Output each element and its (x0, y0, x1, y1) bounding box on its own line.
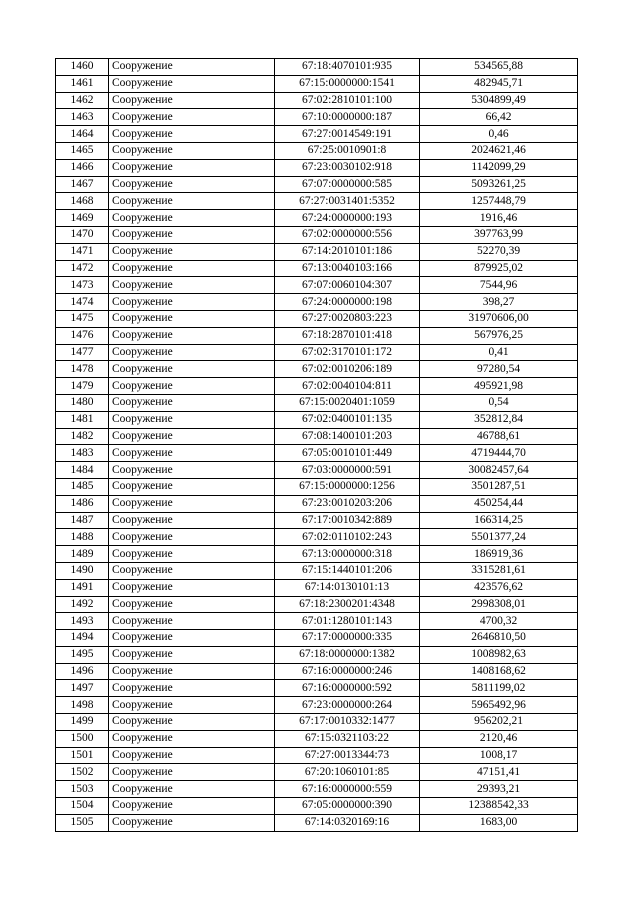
cadastral-value-cell: 186919,36 (420, 546, 578, 563)
row-number-cell: 1471 (56, 243, 109, 260)
cadastral-value-cell: 1142099,29 (420, 159, 578, 176)
cadastral-value-cell: 47151,41 (420, 764, 578, 781)
row-number-cell: 1467 (56, 176, 109, 193)
row-number-cell: 1501 (56, 747, 109, 764)
row-number-cell: 1482 (56, 428, 109, 445)
table-row (56, 680, 578, 697)
object-type-cell: Сооружение (109, 75, 275, 92)
object-type-cell: Сооружение (109, 630, 275, 647)
object-type-cell: Сооружение (109, 613, 275, 630)
object-type-cell: Сооружение (109, 680, 275, 697)
cadastral-value-cell: 567976,25 (420, 327, 578, 344)
table-row (56, 294, 578, 311)
table-row (56, 361, 578, 378)
row-number-cell: 1490 (56, 562, 109, 579)
row-number-cell: 1488 (56, 529, 109, 546)
row-number-cell: 1500 (56, 730, 109, 747)
table-row (56, 159, 578, 176)
cadastral-number-cell: 67:23:0010203:206 (275, 495, 420, 512)
table-row (56, 327, 578, 344)
cadastral-value-cell: 495921,98 (420, 378, 578, 395)
row-number-cell: 1462 (56, 92, 109, 109)
table-row (56, 714, 578, 731)
cadastral-value-cell: 1916,46 (420, 210, 578, 227)
cadastral-value-cell: 166314,25 (420, 512, 578, 529)
row-number-cell: 1460 (56, 59, 109, 76)
table-row (56, 512, 578, 529)
table-row (56, 260, 578, 277)
cadastral-value-cell: 0,41 (420, 344, 578, 361)
cadastral-value-cell: 29393,21 (420, 781, 578, 798)
table-row (56, 781, 578, 798)
object-type-cell: Сооружение (109, 747, 275, 764)
cadastral-number-cell: 67:17:0010342:889 (275, 512, 420, 529)
cadastral-number-cell: 67:20:1060101:85 (275, 764, 420, 781)
cadastral-value-cell: 4719444,70 (420, 445, 578, 462)
cadastral-number-cell: 67:14:0130101:13 (275, 579, 420, 596)
row-number-cell: 1496 (56, 663, 109, 680)
cadastral-number-cell: 67:02:2810101:100 (275, 92, 420, 109)
object-type-cell: Сооружение (109, 546, 275, 563)
table-row (56, 529, 578, 546)
row-number-cell: 1470 (56, 226, 109, 243)
cadastral-number-cell: 67:18:4070101:935 (275, 59, 420, 76)
row-number-cell: 1503 (56, 781, 109, 798)
object-type-cell: Сооружение (109, 730, 275, 747)
table-row (56, 310, 578, 327)
object-type-cell: Сооружение (109, 495, 275, 512)
cadastral-value-cell: 0,46 (420, 126, 578, 143)
table-row (56, 579, 578, 596)
table-row (56, 546, 578, 563)
object-type-cell: Сооружение (109, 579, 275, 596)
cadastral-number-cell: 67:27:0020803:223 (275, 310, 420, 327)
cadastral-value-cell: 482945,71 (420, 75, 578, 92)
cadastral-value-cell: 1008982,63 (420, 646, 578, 663)
cadastral-value-cell: 3501287,51 (420, 478, 578, 495)
object-type-cell: Сооружение (109, 697, 275, 714)
object-type-cell: Сооружение (109, 260, 275, 277)
row-number-cell: 1504 (56, 798, 109, 815)
cadastral-value-cell: 450254,44 (420, 495, 578, 512)
cadastral-number-cell: 67:03:0000000:591 (275, 462, 420, 479)
cadastral-value-cell: 30082457,64 (420, 462, 578, 479)
cadastral-value-cell: 352812,84 (420, 411, 578, 428)
cadastral-value-cell: 4700,32 (420, 613, 578, 630)
cadastral-number-cell: 67:16:0000000:246 (275, 663, 420, 680)
cadastral-value-cell: 2998308,01 (420, 596, 578, 613)
cadastral-number-cell: 67:25:0010901:8 (275, 142, 420, 159)
cadastral-number-cell: 67:16:0000000:592 (275, 680, 420, 697)
object-type-cell: Сооружение (109, 478, 275, 495)
cadastral-number-cell: 67:01:1280101:143 (275, 613, 420, 630)
row-number-cell: 1502 (56, 764, 109, 781)
row-number-cell: 1473 (56, 277, 109, 294)
cadastral-value-cell: 1683,00 (420, 814, 578, 831)
object-type-cell: Сооружение (109, 59, 275, 76)
cadastral-number-cell: 67:27:0014549:191 (275, 126, 420, 143)
table-row (56, 495, 578, 512)
row-number-cell: 1472 (56, 260, 109, 277)
cadastral-value-cell: 956202,21 (420, 714, 578, 731)
cadastral-number-cell: 67:17:0000000:335 (275, 630, 420, 647)
table-row (56, 344, 578, 361)
cadastral-number-cell: 67:02:3170101:172 (275, 344, 420, 361)
object-type-cell: Сооружение (109, 378, 275, 395)
object-type-cell: Сооружение (109, 428, 275, 445)
table-row (56, 428, 578, 445)
object-type-cell: Сооружение (109, 562, 275, 579)
cadastral-value-cell: 46788,61 (420, 428, 578, 445)
table-row (56, 462, 578, 479)
object-type-cell: Сооружение (109, 529, 275, 546)
object-type-cell: Сооружение (109, 193, 275, 210)
object-type-cell: Сооружение (109, 814, 275, 831)
row-number-cell: 1477 (56, 344, 109, 361)
object-type-cell: Сооружение (109, 462, 275, 479)
cadastral-number-cell: 67:02:0110102:243 (275, 529, 420, 546)
table-row (56, 394, 578, 411)
cadastral-value-cell: 0,54 (420, 394, 578, 411)
object-type-cell: Сооружение (109, 126, 275, 143)
table-row (56, 378, 578, 395)
table-row (56, 613, 578, 630)
cadastral-value-cell: 12388542,33 (420, 798, 578, 815)
table-row (56, 730, 578, 747)
object-type-cell: Сооружение (109, 277, 275, 294)
cadastral-number-cell: 67:15:0020401:1059 (275, 394, 420, 411)
table-row (56, 92, 578, 109)
object-type-cell: Сооружение (109, 764, 275, 781)
table-row (56, 697, 578, 714)
row-number-cell: 1478 (56, 361, 109, 378)
cadastral-number-cell: 67:05:0010101:449 (275, 445, 420, 462)
cadastral-number-cell: 67:02:0010206:189 (275, 361, 420, 378)
cadastral-value-cell: 398,27 (420, 294, 578, 311)
cadastral-number-cell: 67:14:2010101:186 (275, 243, 420, 260)
object-type-cell: Сооружение (109, 226, 275, 243)
row-number-cell: 1480 (56, 394, 109, 411)
object-type-cell: Сооружение (109, 327, 275, 344)
object-type-cell: Сооружение (109, 176, 275, 193)
cadastral-number-cell: 67:07:0000000:585 (275, 176, 420, 193)
row-number-cell: 1479 (56, 378, 109, 395)
object-type-cell: Сооружение (109, 361, 275, 378)
row-number-cell: 1461 (56, 75, 109, 92)
registry-table-body (56, 59, 578, 832)
row-number-cell: 1491 (56, 579, 109, 596)
registry-table (55, 58, 578, 832)
cadastral-number-cell: 67:02:0040104:811 (275, 378, 420, 395)
table-row (56, 747, 578, 764)
table-row (56, 59, 578, 76)
cadastral-number-cell: 67:13:0000000:318 (275, 546, 420, 563)
cadastral-number-cell: 67:18:2870101:418 (275, 327, 420, 344)
cadastral-value-cell: 3315281,61 (420, 562, 578, 579)
table-row (56, 75, 578, 92)
cadastral-number-cell: 67:15:0000000:1256 (275, 478, 420, 495)
cadastral-value-cell: 534565,88 (420, 59, 578, 76)
row-number-cell: 1465 (56, 142, 109, 159)
cadastral-value-cell: 1408168,62 (420, 663, 578, 680)
table-row (56, 277, 578, 294)
row-number-cell: 1483 (56, 445, 109, 462)
row-number-cell: 1474 (56, 294, 109, 311)
object-type-cell: Сооружение (109, 394, 275, 411)
row-number-cell: 1485 (56, 478, 109, 495)
cadastral-number-cell: 67:10:0000000:187 (275, 109, 420, 126)
object-type-cell: Сооружение (109, 411, 275, 428)
cadastral-value-cell: 1008,17 (420, 747, 578, 764)
object-type-cell: Сооружение (109, 445, 275, 462)
table-row (56, 176, 578, 193)
cadastral-number-cell: 67:05:0000000:390 (275, 798, 420, 815)
object-type-cell: Сооружение (109, 159, 275, 176)
row-number-cell: 1498 (56, 697, 109, 714)
table-row (56, 126, 578, 143)
row-number-cell: 1499 (56, 714, 109, 731)
object-type-cell: Сооружение (109, 294, 275, 311)
cadastral-number-cell: 67:23:0000000:264 (275, 697, 420, 714)
cadastral-number-cell: 67:13:0040103:166 (275, 260, 420, 277)
cadastral-value-cell: 423576,62 (420, 579, 578, 596)
object-type-cell: Сооружение (109, 310, 275, 327)
row-number-cell: 1493 (56, 613, 109, 630)
row-number-cell: 1463 (56, 109, 109, 126)
table-row (56, 562, 578, 579)
cadastral-number-cell: 67:08:1400101:203 (275, 428, 420, 445)
object-type-cell: Сооружение (109, 663, 275, 680)
table-row (56, 646, 578, 663)
row-number-cell: 1476 (56, 327, 109, 344)
cadastral-value-cell: 1257448,79 (420, 193, 578, 210)
cadastral-number-cell: 67:02:0400101:135 (275, 411, 420, 428)
table-row (56, 210, 578, 227)
object-type-cell: Сооружение (109, 798, 275, 815)
cadastral-value-cell: 5093261,25 (420, 176, 578, 193)
cadastral-value-cell: 5811199,02 (420, 680, 578, 697)
cadastral-value-cell: 5501377,24 (420, 529, 578, 546)
cadastral-number-cell: 67:18:0000000:1382 (275, 646, 420, 663)
object-type-cell: Сооружение (109, 142, 275, 159)
cadastral-number-cell: 67:15:0321103:22 (275, 730, 420, 747)
cadastral-number-cell: 67:15:0000000:1541 (275, 75, 420, 92)
row-number-cell: 1468 (56, 193, 109, 210)
row-number-cell: 1489 (56, 546, 109, 563)
cadastral-number-cell: 67:14:0320169:16 (275, 814, 420, 831)
table-row (56, 596, 578, 613)
row-number-cell: 1486 (56, 495, 109, 512)
object-type-cell: Сооружение (109, 714, 275, 731)
table-row (56, 193, 578, 210)
cadastral-number-cell: 67:24:0000000:198 (275, 294, 420, 311)
row-number-cell: 1497 (56, 680, 109, 697)
cadastral-value-cell: 31970606,00 (420, 310, 578, 327)
row-number-cell: 1466 (56, 159, 109, 176)
object-type-cell: Сооружение (109, 781, 275, 798)
row-number-cell: 1464 (56, 126, 109, 143)
cadastral-number-cell: 67:18:2300201:4348 (275, 596, 420, 613)
cadastral-value-cell: 879925,02 (420, 260, 578, 277)
row-number-cell: 1475 (56, 310, 109, 327)
table-row (56, 411, 578, 428)
table-row (56, 109, 578, 126)
cadastral-value-cell: 2120,46 (420, 730, 578, 747)
cadastral-value-cell: 2646810,50 (420, 630, 578, 647)
object-type-cell: Сооружение (109, 210, 275, 227)
cadastral-number-cell: 67:27:0013344:73 (275, 747, 420, 764)
cadastral-value-cell: 397763,99 (420, 226, 578, 243)
table-row (56, 142, 578, 159)
table-row (56, 243, 578, 260)
cadastral-number-cell: 67:07:0060104:307 (275, 277, 420, 294)
table-row (56, 478, 578, 495)
row-number-cell: 1492 (56, 596, 109, 613)
cadastral-number-cell: 67:02:0000000:556 (275, 226, 420, 243)
table-row (56, 630, 578, 647)
row-number-cell: 1487 (56, 512, 109, 529)
cadastral-number-cell: 67:17:0010332:1477 (275, 714, 420, 731)
cadastral-number-cell: 67:24:0000000:193 (275, 210, 420, 227)
object-type-cell: Сооружение (109, 344, 275, 361)
table-row (56, 663, 578, 680)
table-row (56, 445, 578, 462)
row-number-cell: 1494 (56, 630, 109, 647)
cadastral-number-cell: 67:15:1440101:206 (275, 562, 420, 579)
table-row (56, 814, 578, 831)
cadastral-value-cell: 7544,96 (420, 277, 578, 294)
object-type-cell: Сооружение (109, 109, 275, 126)
cadastral-number-cell: 67:23:0030102:918 (275, 159, 420, 176)
object-type-cell: Сооружение (109, 92, 275, 109)
object-type-cell: Сооружение (109, 243, 275, 260)
table-row (56, 798, 578, 815)
row-number-cell: 1469 (56, 210, 109, 227)
table-row (56, 764, 578, 781)
cadastral-value-cell: 52270,39 (420, 243, 578, 260)
object-type-cell: Сооружение (109, 646, 275, 663)
cadastral-number-cell: 67:27:0031401:5352 (275, 193, 420, 210)
cadastral-number-cell: 67:16:0000000:559 (275, 781, 420, 798)
object-type-cell: Сооружение (109, 596, 275, 613)
row-number-cell: 1481 (56, 411, 109, 428)
row-number-cell: 1484 (56, 462, 109, 479)
cadastral-value-cell: 5304899,49 (420, 92, 578, 109)
cadastral-value-cell: 2024621,46 (420, 142, 578, 159)
row-number-cell: 1505 (56, 814, 109, 831)
row-number-cell: 1495 (56, 646, 109, 663)
table-row (56, 226, 578, 243)
cadastral-value-cell: 5965492,96 (420, 697, 578, 714)
object-type-cell: Сооружение (109, 512, 275, 529)
cadastral-value-cell: 66,42 (420, 109, 578, 126)
cadastral-value-cell: 97280,54 (420, 361, 578, 378)
